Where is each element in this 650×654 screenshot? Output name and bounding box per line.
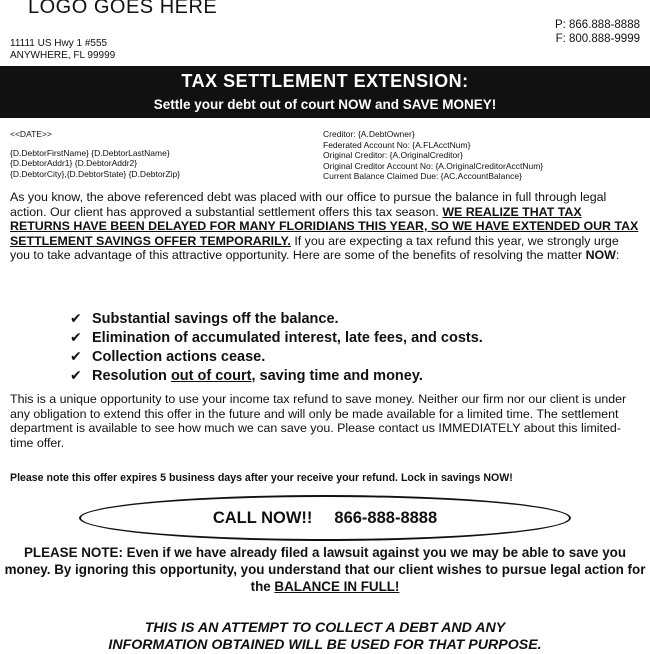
opportunity-paragraph: This is a unique opportunity to use your income tax refund to save money. Neither our firm nor our client is under any obligation to extend this offer in the future and will only be made available for a limited time. The settlement department is available to see how much we can save you. Please contact us IMMEDIATELY about this limited-time offer.: [10, 392, 627, 450]
call-now-callout: [79, 495, 571, 541]
contact-numbers: [555, 18, 640, 46]
original-creditor: Original Creditor: {A.OriginalCreditor}: [323, 150, 463, 160]
checkmark-icon: ✔: [70, 348, 82, 364]
banner-title: TAX SETTLEMENT EXTENSION:: [181, 71, 469, 91]
intro-text: As you know, the above referenced debt was placed with our office to pursue the balance in full through legal action. Our client has approved a substantial settlement offers this tax season.: [10, 190, 607, 219]
debtor-address: {D.DebtorAddr1} {D.DebtorAddr2}: [10, 158, 138, 168]
company-logo: LOGO GOES HERE: [28, 0, 218, 18]
intro-colon: :: [615, 248, 620, 262]
intro-emphasis: WE REALIZE THAT TAX RETURNS HAVE BEEN DELAYED FOR MANY FLORIDIANS THIS YEAR, SO WE HAVE EXTENDED OUR TAX SETTLEMENT SAVINGS OFFER TEMPORARILY.: [10, 204, 639, 248]
benefit-text: Collection actions cease.: [92, 349, 266, 365]
checkmark-icon: ✔: [70, 329, 82, 345]
account-block: [323, 129, 543, 182]
banner-subtitle: Settle your debt out of court NOW and SAVE MONEY!: [153, 97, 497, 112]
benefits-list: [70, 309, 483, 385]
fax-number: F: 800.888-9999: [555, 33, 640, 45]
benefit-item: [70, 366, 483, 385]
benefit-text: Elimination of accumulated interest, late fees, and costs.: [92, 330, 483, 346]
debtor-name: {D.DebtorFirstName} {D.DebtorLastName}: [10, 147, 170, 158]
benefit-item: [70, 309, 483, 328]
call-now-label: CALL NOW!!: [212, 509, 313, 527]
expiry-notice: Please note this offer expires 5 business days after your receive your refund. Lock in savings NOW!: [10, 472, 513, 484]
address-line-2: ANYWHERE, FL 99999: [10, 50, 116, 61]
debt-collection-disclaimer: [0, 620, 650, 654]
disclaimer-line-1: THIS IS AN ATTEMPT TO COLLECT A DEBT AND ANY: [144, 620, 506, 636]
headline-banner: [0, 66, 650, 118]
debtor-block: [10, 129, 180, 179]
note-text: PLEASE NOTE: Even if we have already filed a lawsuit against you we may be able to save you money. By ignoring this opportunity, you understand that our client wishes to pursue legal action for the: [4, 545, 646, 594]
benefit-text-end: , saving time and money.: [251, 368, 423, 384]
original-creditor-account-number: Original Creditor Account No: {A.OriginalCreditorAcctNum}: [323, 160, 544, 171]
intro-paragraph: [10, 190, 642, 263]
checkmark-icon: ✔: [70, 367, 82, 383]
debtor-city-line: {D.DebtorCity},{D.DebtorState} {D.DebtorZip}: [10, 168, 181, 179]
current-balance: Current Balance Claimed Due: {AC.AccountBalance}: [323, 171, 522, 181]
benefit-text: Resolution: [92, 368, 171, 384]
creditor: Creditor: {A.DebtOwner}: [323, 129, 415, 139]
address-line-1: 11111 US Hwy 1 #555: [10, 38, 108, 49]
intro-now: NOW: [585, 248, 616, 262]
benefit-text: Substantial savings off the balance.: [92, 311, 339, 327]
sender-address: [10, 38, 115, 62]
federated-account-number: Federated Account No: {A.FLAcctNum}: [323, 139, 471, 150]
benefit-item: [70, 347, 483, 366]
benefit-item: [70, 328, 483, 347]
note-underline: BALANCE IN FULL!: [274, 579, 400, 594]
lawsuit-note: [0, 544, 650, 595]
phone-number: P: 866.888-8888: [554, 19, 640, 31]
benefit-text-underlined: out of court: [170, 368, 252, 384]
letter-date: <<DATE>>: [10, 129, 52, 139]
intro-text-continued: If you are expecting a tax refund this year, we strongly urge you to take advantage of this attractive opportunity. Here are some of the benefits of resolving the matter: [10, 233, 619, 262]
disclaimer-line-2: INFORMATION OBTAINED WILL BE USED FOR THAT PURPOSE.: [108, 637, 542, 653]
call-now-phone: 866-888-8888: [334, 509, 438, 527]
checkmark-icon: ✔: [70, 310, 82, 326]
